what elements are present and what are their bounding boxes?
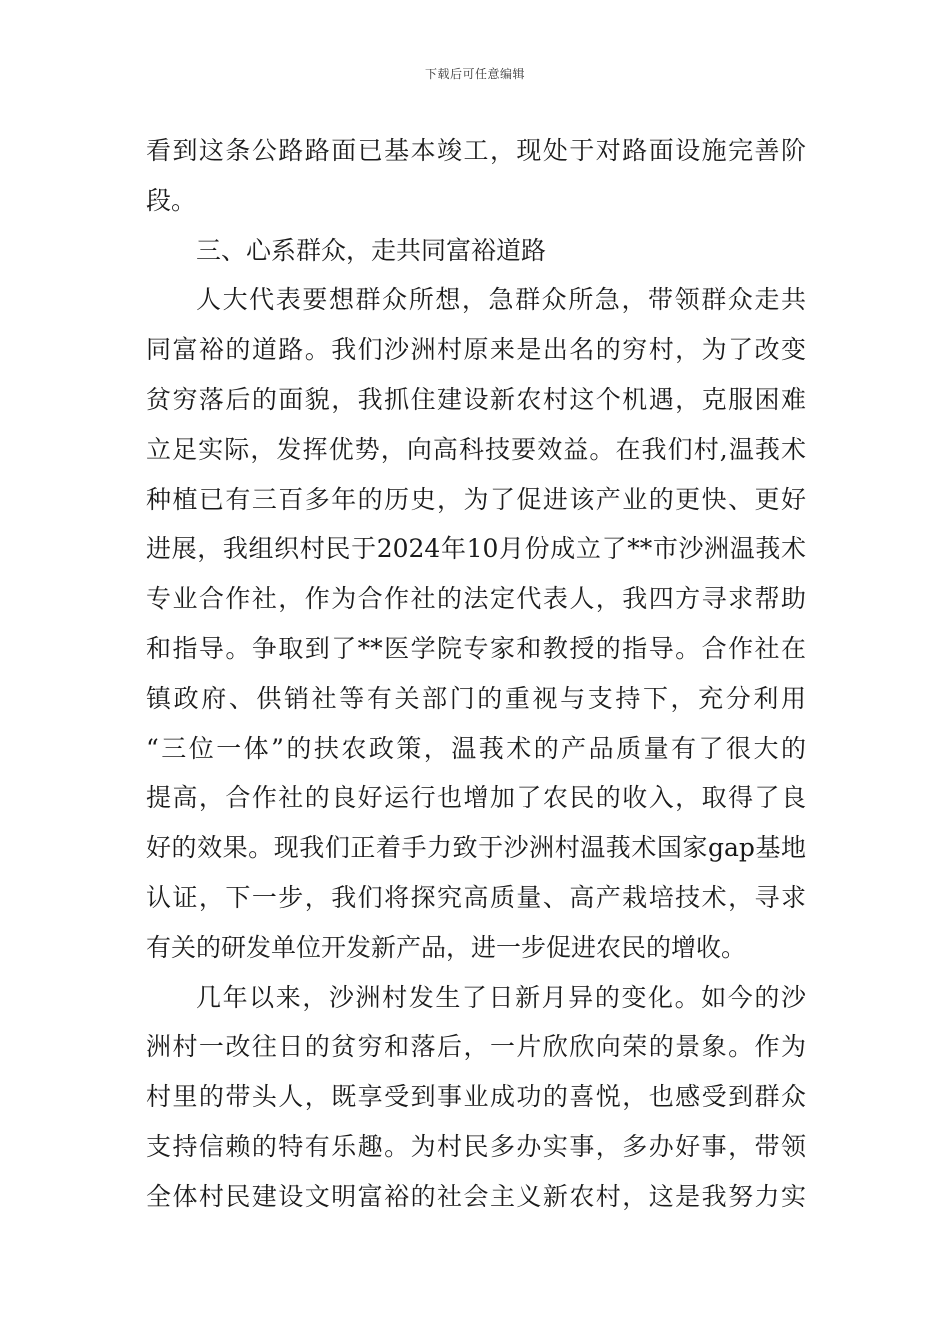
- body-text: [146, 126, 806, 1222]
- text-line: 人大代表要想群众所想，急群众所急，带领群众走共: [196, 285, 806, 315]
- text-line: 几年以来，沙洲村发生了日新月异的变化。如今的沙: [196, 982, 806, 1012]
- text-line: 同富裕的道路。我们沙洲村原来是出名的穷村，为了改变: [146, 335, 806, 365]
- text-line: 全体村民建设文明富裕的社会主义新农村，这是我努力实: [146, 1181, 806, 1211]
- text-line: 洲村一改往日的贫穷和落后，一片欣欣向荣的景象。作为: [146, 1032, 806, 1062]
- text-line: 专业合作社，作为合作社的法定代表人，我四方寻求帮助: [146, 584, 806, 614]
- text-line: 看到这条公路路面已基本竣工，现处于对路面设施完善阶: [146, 136, 806, 165]
- text-line: 进展，我组织村民于2024年10月份成立了**市沙洲温莪术: [146, 534, 806, 564]
- text-line: 种植已有三百多年的历史，为了促进该产业的更快、更好: [146, 484, 806, 514]
- text-line: 认证，下一步，我们将探究高质量、高产栽培技术，寻求: [146, 882, 806, 912]
- text-line: 村里的带头人，既享受到事业成功的喜悦，也感受到群众: [146, 1082, 806, 1112]
- text-line: 镇政府、供销社等有关部门的重视与支持下，充分利用: [146, 683, 806, 713]
- text-line: 贫穷落后的面貌，我抓住建设新农村这个机遇，克服困难: [146, 384, 806, 414]
- text-line: 立足实际，发挥优势，向高科技要效益。在我们村,温莪术: [146, 434, 806, 464]
- text-line: 三、心系群众，走共同富裕道路: [196, 235, 547, 265]
- text-line: “三位一体”的扶农政策，温莪术的产品质量有了很大的: [146, 733, 806, 763]
- page-header: 下载后可任意编辑: [424, 67, 525, 81]
- text-line: 提高，合作社的良好运行也增加了农民的收入，取得了良: [146, 783, 806, 813]
- text-line: 支持信赖的特有乐趣。为村民多办实事，多办好事，带领: [146, 1131, 806, 1161]
- text-line: 有关的研发单位开发新产品，进一步促进农民的增收。: [146, 932, 747, 962]
- text-line: 好的效果。现我们正着手力致于沙洲村温莪术国家gap基地: [146, 833, 806, 863]
- text-line: 段。: [146, 185, 197, 215]
- text-line: 和指导。争取到了**医学院专家和教授的指导。合作社在: [146, 633, 806, 663]
